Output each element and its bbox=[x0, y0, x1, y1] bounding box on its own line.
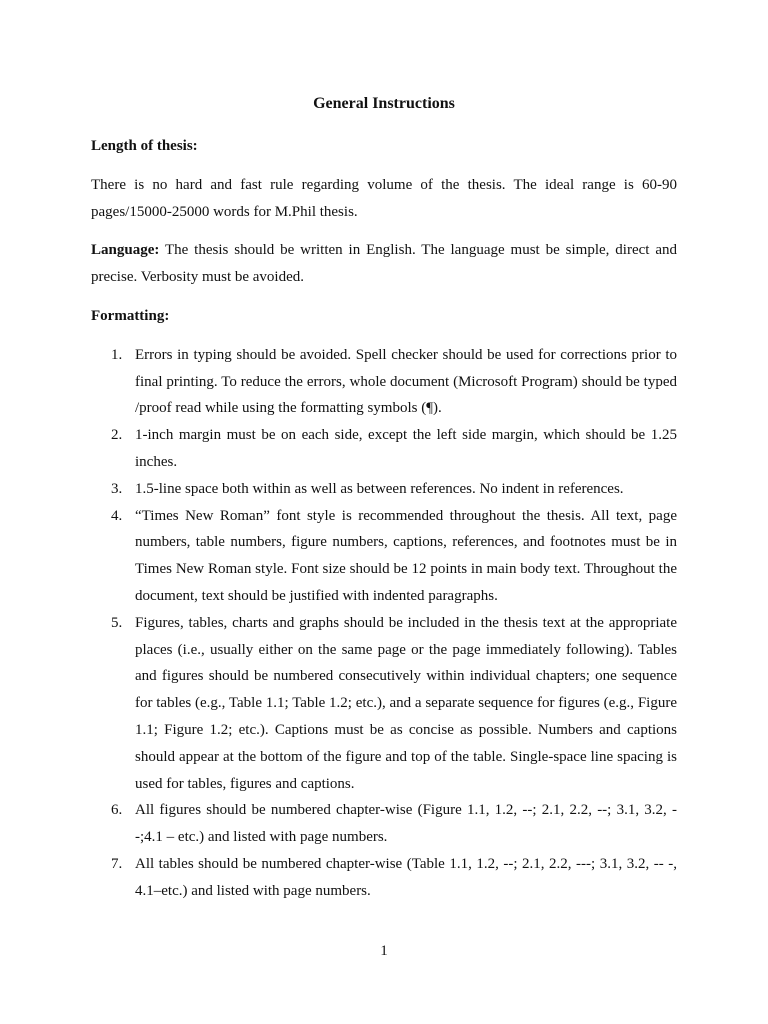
list-item-number: 4. bbox=[111, 507, 123, 524]
list-item bbox=[91, 342, 677, 422]
language-text: The thesis should be written in English. The language must be simple, direct and precise. Verbosity must be avoided. bbox=[91, 242, 677, 286]
list-item-text: 1-inch margin must be on each side, except the left side margin, which should be 1.25 inches. bbox=[135, 427, 677, 470]
list-item-text: Figures, tables, charts and graphs should be included in the thesis text at the appropriate places (i.e., usually either on the same page or the page immediately following). Tables and figures should be numbered consecutively within individual chapters; one sequence for tables (e.g., Table 1.1; Table 1.2; etc.), and a separate sequence for figures (e.g., Figure 1.1; Figure 1.2; etc.). Captions must be as concise as possible. Numbers and captions should appear at the bottom of the figure and top of the table. Single-space line spacing is used for tables, figures and captions. bbox=[135, 614, 677, 792]
list-item-number: 2. bbox=[111, 427, 123, 444]
list-item-text: Errors in typing should be avoided. Spell checker should be used for corrections prior to final printing. To reduce the errors, whole document (Microsoft Program) should be typed /proof read while using the formatting symbols (¶). bbox=[135, 346, 677, 417]
page-title: General Instructions bbox=[313, 95, 455, 112]
formatting-list bbox=[91, 342, 677, 905]
length-paragraph: There is no hard and fast rule regarding volume of the thesis. The ideal range is 60-90 pages/15000-25000 words for M.Phil thesis. bbox=[91, 176, 677, 220]
list-item bbox=[91, 476, 677, 503]
list-item-number: 5. bbox=[111, 614, 123, 631]
list-item-text: All tables should be numbered chapter-wise (Table 1.1, 1.2, --; 2.1, 2.2, ---; 3.1, 3.2, -- -, 4.1–etc.) and listed with page numbers. bbox=[135, 855, 677, 899]
list-item bbox=[91, 422, 677, 476]
list-item-number: 3. bbox=[111, 480, 123, 497]
language-paragraph bbox=[91, 237, 677, 291]
length-heading: Length of thesis: bbox=[91, 138, 198, 154]
list-item bbox=[91, 503, 677, 610]
list-item bbox=[91, 851, 677, 905]
formatting-heading: Formatting: bbox=[91, 307, 170, 324]
page-number: 1 bbox=[380, 943, 388, 959]
list-item-number: 7. bbox=[111, 855, 123, 872]
list-item bbox=[91, 610, 677, 798]
language-label: Language: bbox=[91, 242, 160, 259]
list-item-text: 1.5-line space both within as well as between references. No indent in references. bbox=[135, 480, 624, 497]
list-item bbox=[91, 797, 677, 851]
list-item-number: 6. bbox=[111, 802, 123, 819]
list-item-text: All figures should be numbered chapter-wise (Figure 1.1, 1.2, --; 2.1, 2.2, --; 3.1, 3.2, --;4.1 – etc.) and listed with page numbers. bbox=[135, 802, 677, 846]
list-item-text: “Times New Roman” font style is recommended throughout the thesis. All text, page numbers, table numbers, figure numbers, captions, references, and footnotes must be in Times New Roman style. Font size should be 12 points in main body text. Throughout the document, text should be justified with indented paragraphs. bbox=[135, 507, 677, 604]
document-body bbox=[91, 133, 677, 905]
list-item-number: 1. bbox=[111, 346, 123, 363]
